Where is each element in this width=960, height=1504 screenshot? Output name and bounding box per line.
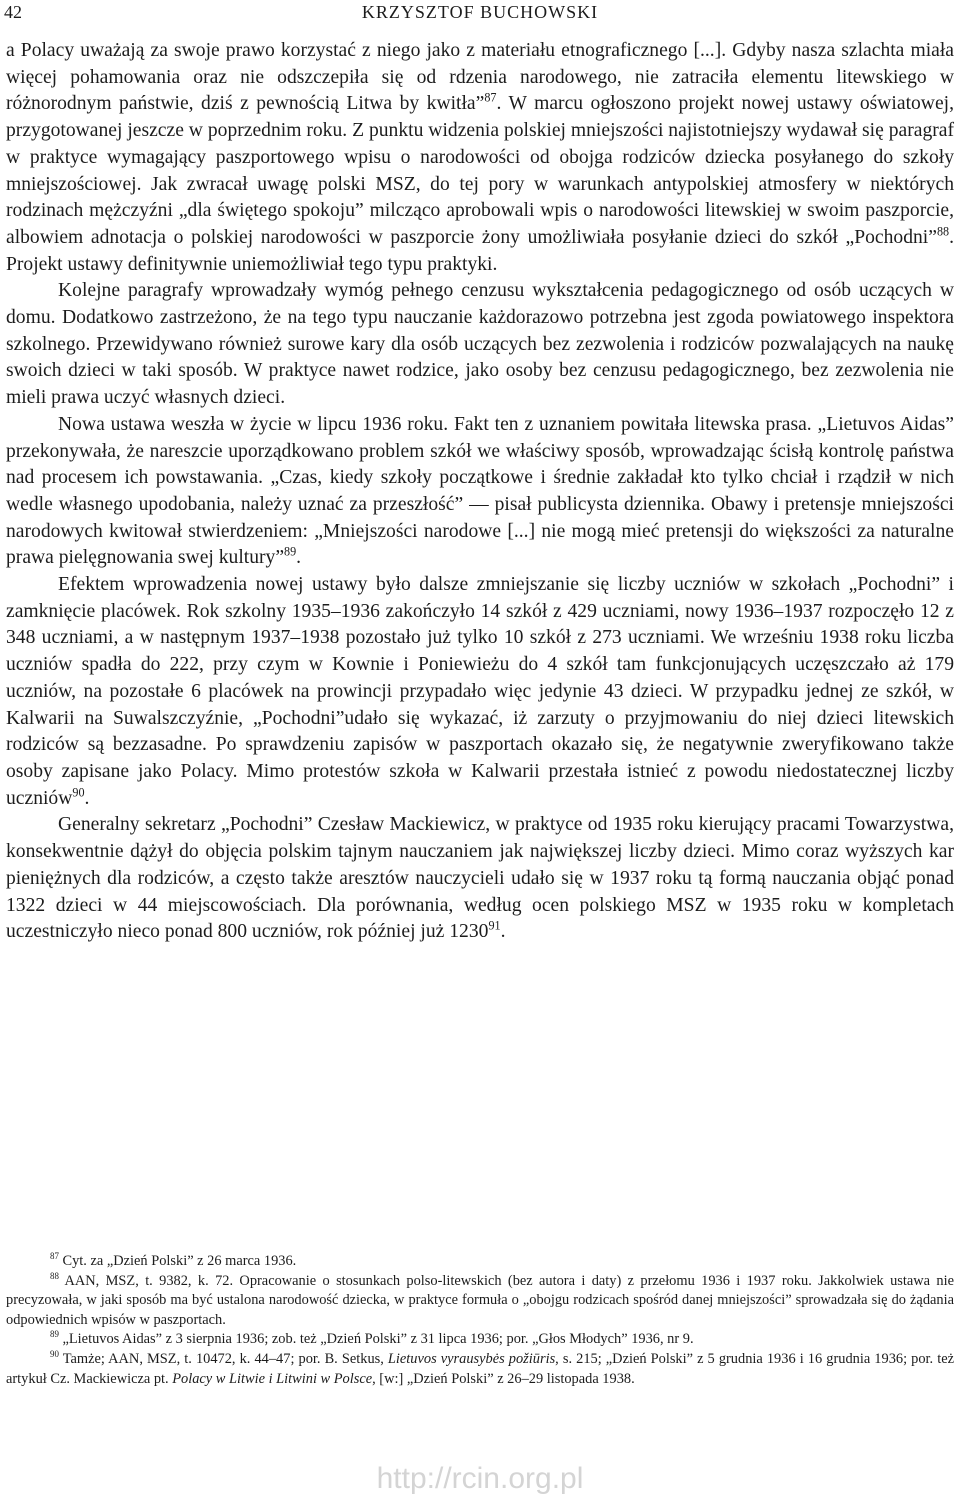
footnote-90: $^{90}$ Tamże; AAN, MSZ, t. 10472, k. 44–47; por. B. Setkus, Lietuvos vyrausybės požiūris, s. 215; „Dzień Polski” z 5 grudnia 1936 i 16 grudnia 1936; por. też artykuł Cz. Mackiewicza pt. Polacy w Litwie i Litwini w Polsce, [w:] „Dzień Polski” z 26–29 listopada 1938. (6, 1349, 954, 1387)
page-number: 42 (4, 2, 22, 22)
footnote-ref-88: 88 (936, 224, 950, 239)
body-text (6, 38, 954, 946)
footnotes (6, 1252, 954, 1389)
footnote-88: $^{88}$ AAN, MSZ, t. 9382, k. 72. Opracowanie o stosunkach polso-litewskich (bez autora i daty) z przełomu 1936 i 1937 roku. Jakkolwiek ustawa nie precyzowała, w jaki sposób ma być ustalona narodowość dziecka, w praktyce formuła o „obojgu rodzicach spośród danej mniejszości” sprowadzała się do żądania odpowiednich wpisów w paszportach. (6, 1270, 954, 1328)
footnote-ref-89: 89 (284, 544, 297, 559)
paragraph-2: Kolejne paragrafy wprowadzały wymóg pełnego cenzusu wykształcenia pedagogicznego od osób uczących w domu. Dodatkowo zastrzeżono, że na tego typu nauczanie każdorazowo potrzebna jest zgoda powiatowego inspektora szkolnego. Przewidywano również surowe kary dla osób uczących bez zezwolenia i rodziców pozwalających na naukę swoich dzieci w taki sposób. W praktyce nawet rodzice, jako osoby bez cenzusu pedagogicznego, bez zezwolenia nie mieli prawa uczyć własnych dzieci. (6, 280, 954, 409)
footnote-89: $^{89}$ „Lietuvos Aidas” z 3 sierpnia 1936; zob. też „Dzień Polski” z 31 lipca 1936; por. „Głos Młodych” 1936, nr 9. (50, 1329, 694, 1348)
paragraph-4: Efektem wprowadzenia nowej ustawy było dalsze zmniejszanie się liczby uczniów w szkołach „Pochodni” i zamknięcie placówek. Rok szkolny 1935–1936 zakończyło 14 szkół z 429 uczniami, nowy 1936–1937 rozpoczęło 12 z 348 uczniami, a w następnym 1937–1938 pozostało już tylko 10 szkół z 273 uczniami. We wrześniu 1938 roku liczba uczniów spadła do 222, przy czym w Kownie i Poniewieżu do 4 szkół tam funkcjonujących uczęszczało aż 179 uczniów, na pozostałe 6 placówek na prowincji przypadało więc jedynie 43 dzieci. W przypadku jednej ze szkół, w Kalwarii na Suwalszczyźnie, „Pochodni”udało się wykazać, iż zarzuty o przyjmowaniu do niej dzieci litewskich rodziców są bezzasadne. Po sprawdzeniu zapisów w paszportach okazało się, że negatywnie zweryfikowano także osoby zapisane jako Polacy. Mimo protestów szkoła w Kalwarii przestała istnieć z powodu niedostatecznej liczby uczniów$^{90}$. (6, 574, 954, 809)
page-header (0, 0, 960, 26)
footnote-ref-91: 91 (488, 918, 501, 933)
footnote-ref-87: 87 (484, 90, 497, 105)
running-head: KRZYSZTOF BUCHOWSKI (361, 2, 599, 22)
paragraph-3: Nowa ustawa weszła w życie w lipcu 1936 roku. Fakt ten z uznaniem powitała litewska prasa. „Lietuvos Aidas” przekonywała, że nareszcie uporządkowano problem szkół we właściwy sposób, wprowadzając ścisłą kontrolę państwa nad procesem ich powstawania. „Czas, kiedy szkoły początkowe i średnie zakładał kto tylko chciał i rządził w nich wedle własnego upodobania, należy uznać za przeszłość” — pisał publicysta dziennika. Obawy i pretensje mniejszości narodowych kwitował stwierdzeniem: „Mniejszości narodowe [...] nie mogą mieć pretensji do większości za naturalne prawa pielęgnowania swej kultury”$^{89}$. (6, 413, 954, 569)
watermark-url: http://rcin.org.pl (376, 1462, 584, 1495)
paragraph-5: Generalny sekretarz „Pochodni” Czesław Mackiewicz, w praktyce od 1935 roku kierujący pracami Towarzystwa, konsekwentnie dążył do objęcia polskim tajnym nauczaniem jak największej liczby dzieci. Mimo coraz wyższych kar pieniężnych dla rodziców, a często także aresztów nauczycieli udało się w 1937 roku tą formą nauczania objąć ponad 1322 dzieci w 44 miejscowościach. Dla porównania, według ocen polskiego MSZ w 1935 roku w kompletach uczestniczyło nieco ponad 800 uczniów, rok później już 1230$^{91}$. (6, 814, 954, 943)
footnote-ref-90: 90 (72, 785, 85, 800)
footnote-87: $^{87}$ Cyt. za „Dzień Polski” z 26 marca 1936. (50, 1251, 297, 1269)
paragraph-1: a Polacy uważają za swoje prawo korzystać z niego jako z materiału etnograficznego [...]. Gdyby nasza szlachta miała więcej pohamowania oraz nie odszczepiła się od rdzenia narodowego, nie zatraciła elementu litewskiego w różnorodnym państwie, dziś z pewnością Litwa by kwitła”$^{87}$. W marcu ogłoszono projekt nowej ustawy oświatowej, przygotowanej jeszcze w poprzednim roku. Z punktu widzenia polskiej mniejszości najistotniejszy wydawał się paragraf w praktyce wymagający paszportowego wpisu o narodowości od obojga rodziców dziecka posyłanego do szkoły mniejszościowej. Jak zwracał uwagę polski MSZ, do tej pory w warunkach antypolskiej atmosfery w niektórych rodzinach mężczyźni „dla świętego spokoju” milcząco aprobowali wpis o narodowości litewskiej w swoim paszporcie, albowiem adnotacja o polskiej narodowości w paszporcie żony umożliwiała posyłanie dzieci do szkół „Pochodni”$^{88}$. Projekt ustawy definitywnie uniemożliwiał tego typu praktyki. (6, 40, 954, 275)
